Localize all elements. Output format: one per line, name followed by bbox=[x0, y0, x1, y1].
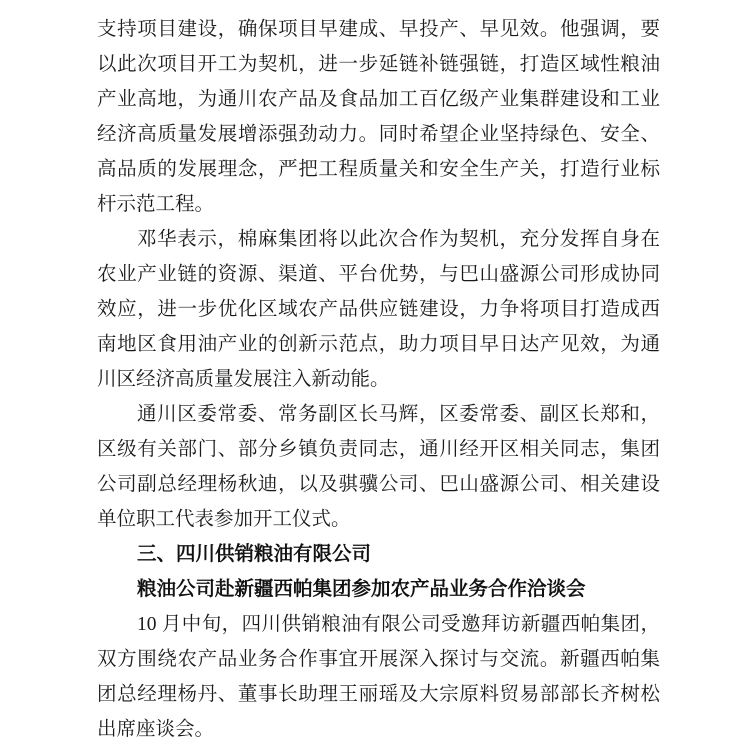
document-line: 公司副总经理杨秋迪，以及骐骥公司、巴山盛源公司、相关建设 bbox=[97, 474, 660, 495]
section-heading: 三、四川供销粮油有限公司 bbox=[137, 544, 372, 565]
document-line: 出席座谈会。 bbox=[97, 719, 215, 740]
document-line: 杆示范工程。 bbox=[97, 194, 215, 215]
document-line: 以此次项目开工为契机，进一步延链补链强链，打造区域性粮油 bbox=[97, 54, 660, 75]
document-line: 经济高质量发展增添强劲动力。同时希望企业坚持绿色、安全、 bbox=[97, 124, 660, 145]
document-line: 邓华表示，棉麻集团将以此次合作为契机，充分发挥自身在 bbox=[137, 229, 660, 250]
document-line: 效应，进一步优化区域农产品供应链建设，力争将项目打造成西 bbox=[97, 299, 660, 320]
document-text-block bbox=[97, 12, 660, 747]
document-line: 产业高地，为通川农产品及食品加工百亿级产业集群建设和工业 bbox=[97, 89, 660, 110]
document-line: 通川区委常委、常务副区长马辉，区委常委、副区长郑和， bbox=[137, 404, 660, 425]
article-title: 粮油公司赴新疆西帕集团参加农产品业务合作洽谈会 bbox=[137, 579, 586, 600]
document-line: 高品质的发展理念，严把工程质量关和安全生产关，打造行业标 bbox=[97, 159, 660, 180]
document-line: 区级有关部门、部分乡镇负责同志，通川经开区相关同志，集团 bbox=[97, 439, 660, 460]
document-line: 川区经济高质量发展注入新动能。 bbox=[97, 369, 390, 390]
document-line: 南地区食用油产业的创新示范点，助力项目早日达产见效，为通 bbox=[97, 334, 660, 355]
document-line: 农业产业链的资源、渠道、平台优势，与巴山盛源公司形成协同 bbox=[97, 264, 660, 285]
document-line: 10 月中旬，四川供销粮油有限公司受邀拜访新疆西帕集团， bbox=[137, 614, 660, 635]
document-line: 支持项目建设，确保项目早建成、早投产、早见效。他强调，要 bbox=[97, 19, 660, 40]
document-line: 团总经理杨丹、董事长助理王丽瑶及大宗原料贸易部部长齐树松 bbox=[97, 684, 660, 705]
document-line: 双方围绕农产品业务合作事宜开展深入探讨与交流。新疆西帕集 bbox=[97, 649, 660, 670]
document-line: 单位职工代表参加开工仪式。 bbox=[97, 509, 351, 530]
